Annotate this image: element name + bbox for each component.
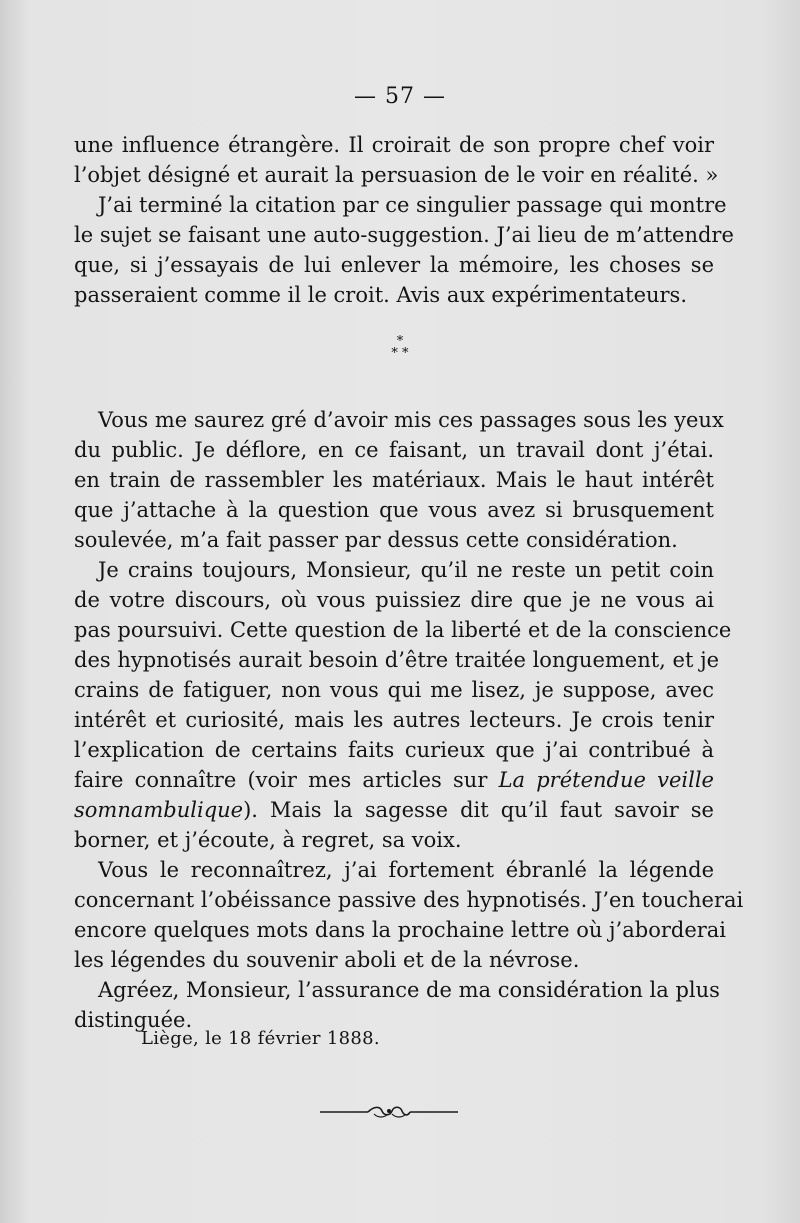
asterism-top-star: * xyxy=(396,334,404,349)
asterism-separator xyxy=(0,336,800,360)
text-line: que, si j’essayais de lui enlever la mémoire, les choses se xyxy=(74,253,714,277)
text-line: en train de rassembler les matériaux. Mais le haut intérêt xyxy=(74,468,714,492)
text-line: pas poursuivi. Cette question de la liberté et de la conscience xyxy=(74,618,732,642)
line-text: faire connaître (voir mes articles sur xyxy=(74,768,499,792)
text-line: les légendes du souvenir aboli et de la névrose. xyxy=(74,948,580,972)
text-line: des hypnotisés aurait besoin d’être traitée longuement, et je xyxy=(74,648,720,672)
text-line: Vous le reconnaîtrez, j’ai fortement ébranlé la légende xyxy=(98,858,714,882)
text-line-with-italic-title xyxy=(74,765,714,795)
text-line: Agréez, Monsieur, l’assurance de ma considération la plus xyxy=(98,978,720,1002)
asterism-bottom-stars: * * xyxy=(391,346,409,361)
line-text: ). Mais la sagesse dit qu’il faut savoir se xyxy=(243,798,714,822)
dateline: Liège, le 18 février 1888. xyxy=(141,1028,380,1049)
page-number: — 57 — xyxy=(354,84,446,109)
text-line: intérêt et curiosité, mais les autres lecteurs. Je crois tenir xyxy=(74,708,714,732)
text-line: l’objet désigné et aurait la persuasion de le voir en réalité. » xyxy=(74,163,719,187)
paragraph-block-2 xyxy=(74,405,744,1035)
text-line: borner, et j’écoute, à regret, sa voix. xyxy=(74,828,462,852)
text-line: concernant l’obéissance passive des hypnotisés. J’en toucherai xyxy=(74,888,744,912)
text-line: crains de fatiguer, non vous qui me lisez, je suppose, avec xyxy=(74,678,714,702)
text-line: distinguée. xyxy=(74,1008,193,1032)
text-line: du public. Je déflore, en ce faisant, un travail dont j’étai. xyxy=(74,438,714,462)
text-line: une influence étrangère. Il croirait de son propre chef voir xyxy=(74,133,714,157)
text-line: que j’attache à la question que vous avez si brusquement xyxy=(74,498,714,522)
italic-article-title: La prétendue veille xyxy=(498,768,714,792)
text-line: de votre discours, où vous puissiez dire que je ne vous ai xyxy=(74,588,714,612)
text-line: soulevée, m’a fait passer par dessus cette considération. xyxy=(74,528,678,552)
text-line: l’explication de certains faits curieux que j’ai contribué à xyxy=(74,738,714,762)
text-line: le sujet se faisant une auto-suggestion. J’ai lieu de m’attendre xyxy=(74,223,734,247)
text-line-with-italic-title xyxy=(74,795,714,825)
italic-article-title: somnambulique xyxy=(74,798,244,822)
text-line: J’ai terminé la citation par ce singulier passage qui montre xyxy=(98,193,727,217)
text-line: encore quelques mots dans la prochaine lettre où j’aborderai xyxy=(74,918,727,942)
paragraph-block-1 xyxy=(74,130,734,310)
closing-ornament xyxy=(318,1100,460,1122)
text-line: Je crains toujours, Monsieur, qu’il ne reste un petit coin xyxy=(98,558,714,582)
text-line: Vous me saurez gré d’avoir mis ces passages sous les yeux xyxy=(98,408,724,432)
text-line: passeraient comme il le croit. Avis aux expérimentateurs. xyxy=(74,283,688,307)
